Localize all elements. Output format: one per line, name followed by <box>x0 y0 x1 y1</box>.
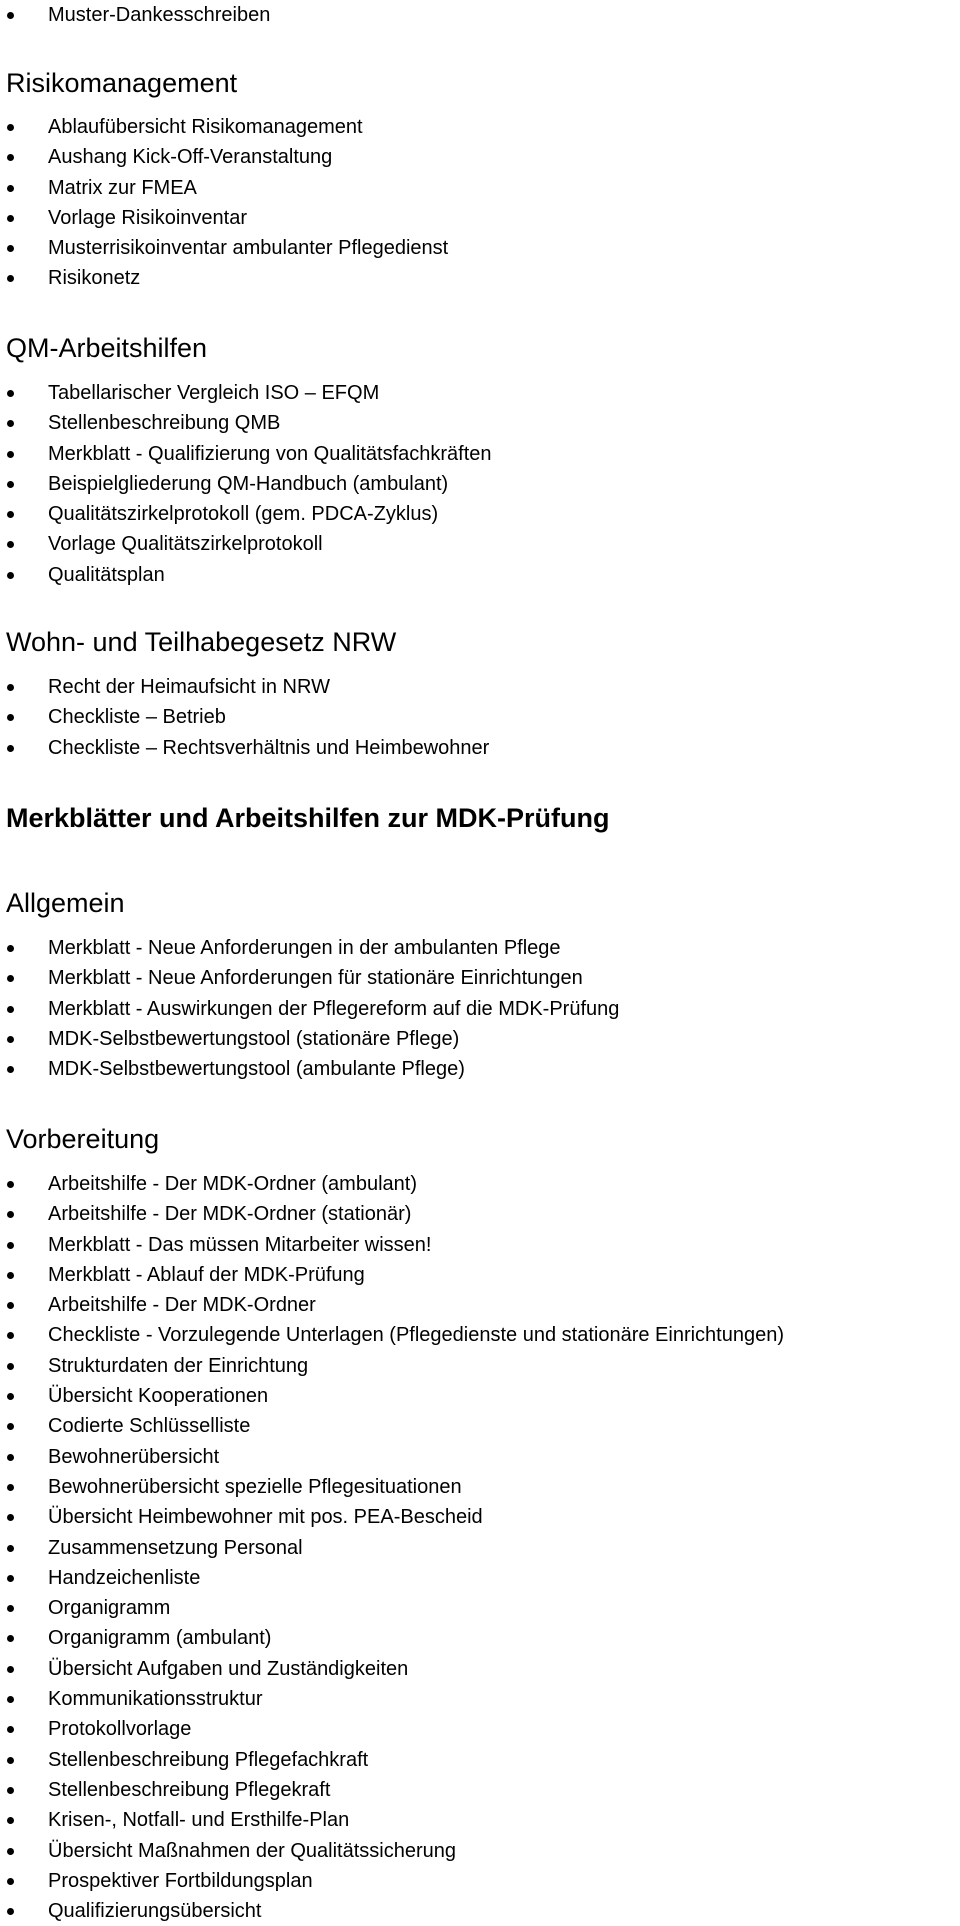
top-list <box>0 0 270 30</box>
bullet-icon <box>7 1878 14 1885</box>
list-item-text: Arbeitshilfe - Der MDK-Ordner <box>48 1294 316 1317</box>
list-item-text: Merkblatt - Qualifizierung von Qualitätsfachkräften <box>48 442 492 465</box>
list-item <box>0 672 489 702</box>
bullet-icon <box>7 541 14 548</box>
list-item-text: Prospektiver Fortbildungsplan <box>48 1869 313 1892</box>
bullet-icon <box>7 1332 14 1339</box>
list-item-text: Matrix zur FMEA <box>48 176 197 199</box>
list-item <box>0 1351 784 1381</box>
wohn-teilhabe-heading: Wohn- und Teilhabegesetz NRW <box>6 627 397 657</box>
bullet-icon <box>7 1363 14 1370</box>
bullet-icon <box>7 185 14 192</box>
list-item <box>0 560 492 590</box>
list-item-text: Bewohnerübersicht spezielle Pflegesituationen <box>48 1475 462 1498</box>
vorbereitung-list-block <box>0 1169 784 1926</box>
list-item <box>0 1230 784 1260</box>
list-item-text: Übersicht Kooperationen <box>48 1385 269 1408</box>
list-item <box>0 1654 784 1684</box>
list-item <box>0 1593 784 1623</box>
bullet-icon <box>7 572 14 579</box>
list-item-text: Musterrisikoinventar ambulanter Pflegedienst <box>48 237 449 260</box>
list-item-text: Krisen-, Notfall- und Ersthilfe-Plan <box>48 1809 350 1832</box>
list-item-text: Protokollvorlage <box>48 1718 192 1741</box>
list-item <box>0 1411 784 1441</box>
bullet-icon <box>7 1908 14 1915</box>
bullet-icon <box>7 1302 14 1309</box>
list-item-text: Übersicht Heimbewohner mit pos. PEA-Bescheid <box>48 1506 483 1529</box>
bullet-icon <box>7 745 14 752</box>
bullet-icon <box>7 1242 14 1249</box>
list-item <box>0 378 492 408</box>
list-item-text: Vorlage Risikoinventar <box>48 206 247 229</box>
list-item-text: Arbeitshilfe - Der MDK-Ordner (stationär) <box>48 1203 412 1226</box>
bullet-icon <box>7 215 14 222</box>
allgemein-list <box>0 933 619 1084</box>
list-item-text: Stellenbeschreibung Pflegefachkraft <box>48 1748 369 1771</box>
list-item-text: Übersicht Aufgaben und Zuständigkeiten <box>48 1657 409 1680</box>
allgemein-heading: Allgemein <box>6 888 125 918</box>
vorbereitung-heading-block <box>0 1124 159 1155</box>
qm-arbeitshilfen-heading-block <box>0 333 207 364</box>
wohn-teilhabe-heading-block <box>0 627 396 658</box>
list-item-text: MDK-Selbstbewertungstool (ambulante Pflege) <box>48 1058 465 1081</box>
list-item <box>0 1563 784 1593</box>
bullet-icon <box>7 1817 14 1824</box>
list-item <box>0 439 492 469</box>
list-item-text: Checkliste – Rechtsverhältnis und Heimbewohner <box>48 736 490 759</box>
bullet-icon <box>7 124 14 131</box>
list-item-text: Qualitätszirkelprotokoll (gem. PDCA-Zyklus) <box>48 503 439 526</box>
list-item <box>0 1381 784 1411</box>
list-item <box>0 1290 784 1320</box>
vorbereitung-list <box>0 1169 784 1926</box>
list-item-text: Stellenbeschreibung QMB <box>48 412 281 435</box>
list-item <box>0 702 489 732</box>
list-item-text: Risikonetz <box>48 267 141 290</box>
list-item-text: Qualitätsplan <box>48 563 165 586</box>
list-item <box>0 529 492 559</box>
list-item <box>0 263 448 293</box>
list-item <box>0 469 492 499</box>
bullet-icon <box>7 1484 14 1491</box>
list-item-text: Merkblatt - Das müssen Mitarbeiter wissen! <box>48 1233 432 1256</box>
list-item-text: Merkblatt - Auswirkungen der Pflegereform auf die MDK-Prüfung <box>48 997 620 1020</box>
list-item-text: Vorlage Qualitätszirkelprotokoll <box>48 533 323 556</box>
list-item <box>0 1320 784 1350</box>
bullet-icon <box>7 1454 14 1461</box>
list-item <box>0 1836 784 1866</box>
allgemein-list-block <box>0 933 619 1084</box>
list-item-text: Tabellarischer Vergleich ISO – EFQM <box>48 382 380 404</box>
bullet-icon <box>7 1272 14 1279</box>
list-item <box>0 1775 784 1805</box>
bullet-icon <box>7 1066 14 1073</box>
list-item-text: Merkblatt - Neue Anforderungen für stationäre Einrichtungen <box>48 967 583 990</box>
bullet-icon <box>7 1181 14 1188</box>
allgemein-heading-block <box>0 888 125 919</box>
list-item-text: Merkblatt - Ablauf der MDK-Prüfung <box>48 1263 365 1286</box>
list-item-text: Organigramm (ambulant) <box>48 1627 272 1650</box>
bullet-icon <box>7 684 14 691</box>
bullet-icon <box>7 1605 14 1612</box>
list-item <box>0 1684 784 1714</box>
list-item-text: Stellenbeschreibung Pflegekraft <box>48 1778 331 1801</box>
list-item <box>0 1896 784 1926</box>
list-item <box>0 933 619 963</box>
bullet-icon <box>7 154 14 161</box>
list-item <box>0 233 448 263</box>
list-item <box>0 1054 619 1084</box>
top-list-block <box>0 0 270 30</box>
list-item <box>0 963 619 993</box>
list-item <box>0 1502 784 1532</box>
bullet-icon <box>7 390 14 397</box>
bullet-icon <box>7 1757 14 1764</box>
list-item <box>0 1866 784 1896</box>
bullet-icon <box>7 1635 14 1642</box>
list-item <box>0 499 492 529</box>
list-item <box>0 1714 784 1744</box>
bullet-icon <box>7 1575 14 1582</box>
list-item-text: Kommunikationsstruktur <box>48 1688 263 1711</box>
risikomanagement-list <box>0 112 448 294</box>
list-item-text: Organigramm <box>48 1597 171 1620</box>
mdk-section-title: Merkblätter und Arbeitshilfen zur MDK-Prüfung <box>6 803 610 833</box>
list-item-text: Zusammensetzung Personal <box>48 1536 303 1559</box>
list-item-text: Checkliste - Vorzulegende Unterlagen (Pflegedienste und stationäre Einrichtungen) <box>48 1324 785 1347</box>
bullet-icon <box>7 420 14 427</box>
list-item <box>0 1805 784 1835</box>
list-item <box>0 1623 784 1653</box>
list-item-text: Handzeichenliste <box>48 1566 201 1589</box>
list-item <box>0 1745 784 1775</box>
list-item-text: Aushang Kick-Off-Veranstaltung <box>48 146 333 169</box>
list-item <box>0 733 489 763</box>
list-item-text: Checkliste – Betrieb <box>48 706 226 729</box>
list-item-text: MDK-Selbstbewertungstool (stationäre Pflege) <box>48 1027 460 1050</box>
bullet-icon <box>7 975 14 982</box>
risikomanagement-list-block <box>0 112 448 294</box>
list-item-text: Strukturdaten der Einrichtung <box>48 1354 309 1377</box>
risikomanagement-heading-block <box>0 68 237 99</box>
list-item-text: Beispielgliederung QM-Handbuch (ambulant) <box>48 472 449 495</box>
bullet-icon <box>7 1393 14 1400</box>
list-item <box>0 1442 784 1472</box>
list-item <box>0 203 448 233</box>
list-item-text: Qualifizierungsübersicht <box>48 1900 262 1923</box>
list-item-text: Bewohnerübersicht <box>48 1445 220 1468</box>
bullet-icon <box>7 12 14 19</box>
list-item <box>0 173 448 203</box>
qm-arbeitshilfen-list-block <box>0 378 492 590</box>
bullet-icon <box>7 1036 14 1043</box>
list-item <box>0 1169 784 1199</box>
bullet-icon <box>7 451 14 458</box>
bullet-icon <box>7 1696 14 1703</box>
list-item-text: Ablaufübersicht Risikomanagement <box>48 116 363 138</box>
list-item-text: Muster-Dankesschreiben <box>48 4 271 26</box>
bullet-icon <box>7 1848 14 1855</box>
bullet-icon <box>7 945 14 952</box>
list-item <box>0 1199 784 1229</box>
list-item <box>0 1024 619 1054</box>
bullet-icon <box>7 1787 14 1794</box>
qm-arbeitshilfen-list <box>0 378 492 590</box>
bullet-icon <box>7 1514 14 1521</box>
bullet-icon <box>7 275 14 282</box>
wohn-teilhabe-list-block <box>0 672 489 763</box>
list-item <box>0 408 492 438</box>
list-item <box>0 142 448 172</box>
bullet-icon <box>7 245 14 252</box>
bullet-icon <box>7 1423 14 1430</box>
list-item <box>0 1533 784 1563</box>
bullet-icon <box>7 481 14 488</box>
wohn-teilhabe-list <box>0 672 489 763</box>
bullet-icon <box>7 1545 14 1552</box>
bullet-icon <box>7 1006 14 1013</box>
bullet-icon <box>7 1726 14 1733</box>
vorbereitung-heading: Vorbereitung <box>6 1124 160 1154</box>
mdk-section-title-block <box>0 803 610 834</box>
list-item-text: Arbeitshilfe - Der MDK-Ordner (ambulant) <box>48 1173 417 1195</box>
list-item-text: Übersicht Maßnahmen der Qualitätssicherung <box>48 1839 456 1862</box>
list-item <box>0 1260 784 1290</box>
bullet-icon <box>7 511 14 518</box>
bullet-icon <box>7 1211 14 1218</box>
risikomanagement-heading: Risikomanagement <box>6 68 238 98</box>
qm-arbeitshilfen-heading: QM-Arbeitshilfen <box>6 333 208 363</box>
list-item <box>0 112 448 142</box>
list-item-text: Merkblatt - Neue Anforderungen in der ambulanten Pflege <box>48 937 561 959</box>
bullet-icon <box>7 714 14 721</box>
bullet-icon <box>7 1666 14 1673</box>
list-item <box>0 994 619 1024</box>
list-item-text: Recht der Heimaufsicht in NRW <box>48 676 330 698</box>
list-item <box>0 1472 784 1502</box>
list-item-text: Codierte Schlüsselliste <box>48 1415 251 1438</box>
list-item <box>0 0 270 30</box>
